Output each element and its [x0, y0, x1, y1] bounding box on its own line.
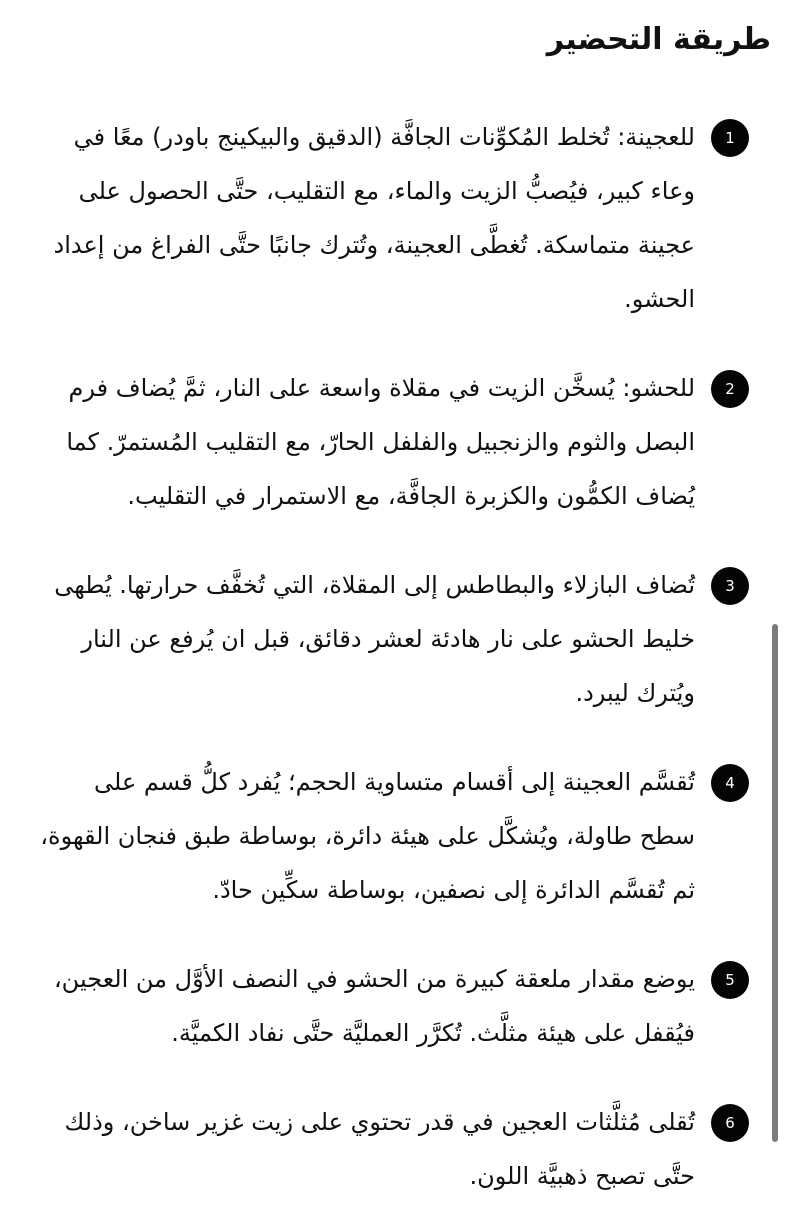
instruction-step-2	[39, 361, 749, 523]
step-text: للعجينة: تُخلط المُكوِّنات الجافَّة (الدقيق والبيكينج باودر) معًا في وعاء كبير، فيُصبُّ الزيت والماء، مع التقليب، حتَّى الحصول على عجينة متماسكة. تُغطَّى العجينة، وتُترك جانبًا حتَّى الفراغ من إعداد الحشو.	[53, 123, 695, 313]
step-number-badge: 2	[711, 370, 749, 408]
step-number-badge: 4	[711, 764, 749, 802]
instruction-step-3	[39, 558, 749, 720]
step-text: تُقلى مُثلَّثات العجين في قدر تحتوي على زيت غزير ساخن، وذلك حتَّى تصبح ذهبيَّة اللون.	[64, 1108, 695, 1190]
instruction-step-1	[39, 110, 749, 326]
step-number-badge: 3	[711, 567, 749, 605]
instruction-step-5	[39, 952, 749, 1060]
instruction-step-6	[39, 1095, 749, 1203]
step-number-badge: 1	[711, 119, 749, 157]
step-number-badge: 5	[711, 961, 749, 999]
instruction-list	[39, 86, 749, 1227]
step-text: تُقسَّم العجينة إلى أقسام متساوية الحجم؛ يُفرد كلُّ قسم على سطح طاولة، ويُشكَّل على هيئة دائرة، بوساطة طبق فنجان القهوة، ثم تُقسَّم الدائرة إلى نصفين، بوساطة سكِّين حادّ.	[40, 768, 695, 904]
instruction-step-4	[39, 755, 749, 917]
section-title: طريقة التحضير	[546, 22, 771, 57]
step-text: للحشو: يُسخَّن الزيت في مقلاة واسعة على النار، ثمَّ يُضاف فرم البصل والثوم والزنجبيل والفلفل الحارّ، مع التقليب المُستمرّ. كما يُضاف الكمُّون والكزبرة الجافَّة، مع الاستمرار في التقليب.	[66, 374, 695, 510]
step-text: تُضاف البازلاء والبطاطس إلى المقلاة، التي تُخفَّف حرارتها. يُطهى خليط الحشو على نار هادئة لعشر دقائق، قبل ان يُرفع عن النار ويُترك ليبرد.	[54, 571, 695, 707]
step-number-badge: 6	[711, 1104, 749, 1142]
vertical-scrollbar[interactable]	[772, 624, 778, 1142]
step-text: يوضع مقدار ملعقة كبيرة من الحشو في النصف الأوَّل من العجين، فيُقفل على هيئة مثلَّث. تُكرَّر العمليَّة حتَّى نفاد الكميَّة.	[53, 965, 695, 1047]
